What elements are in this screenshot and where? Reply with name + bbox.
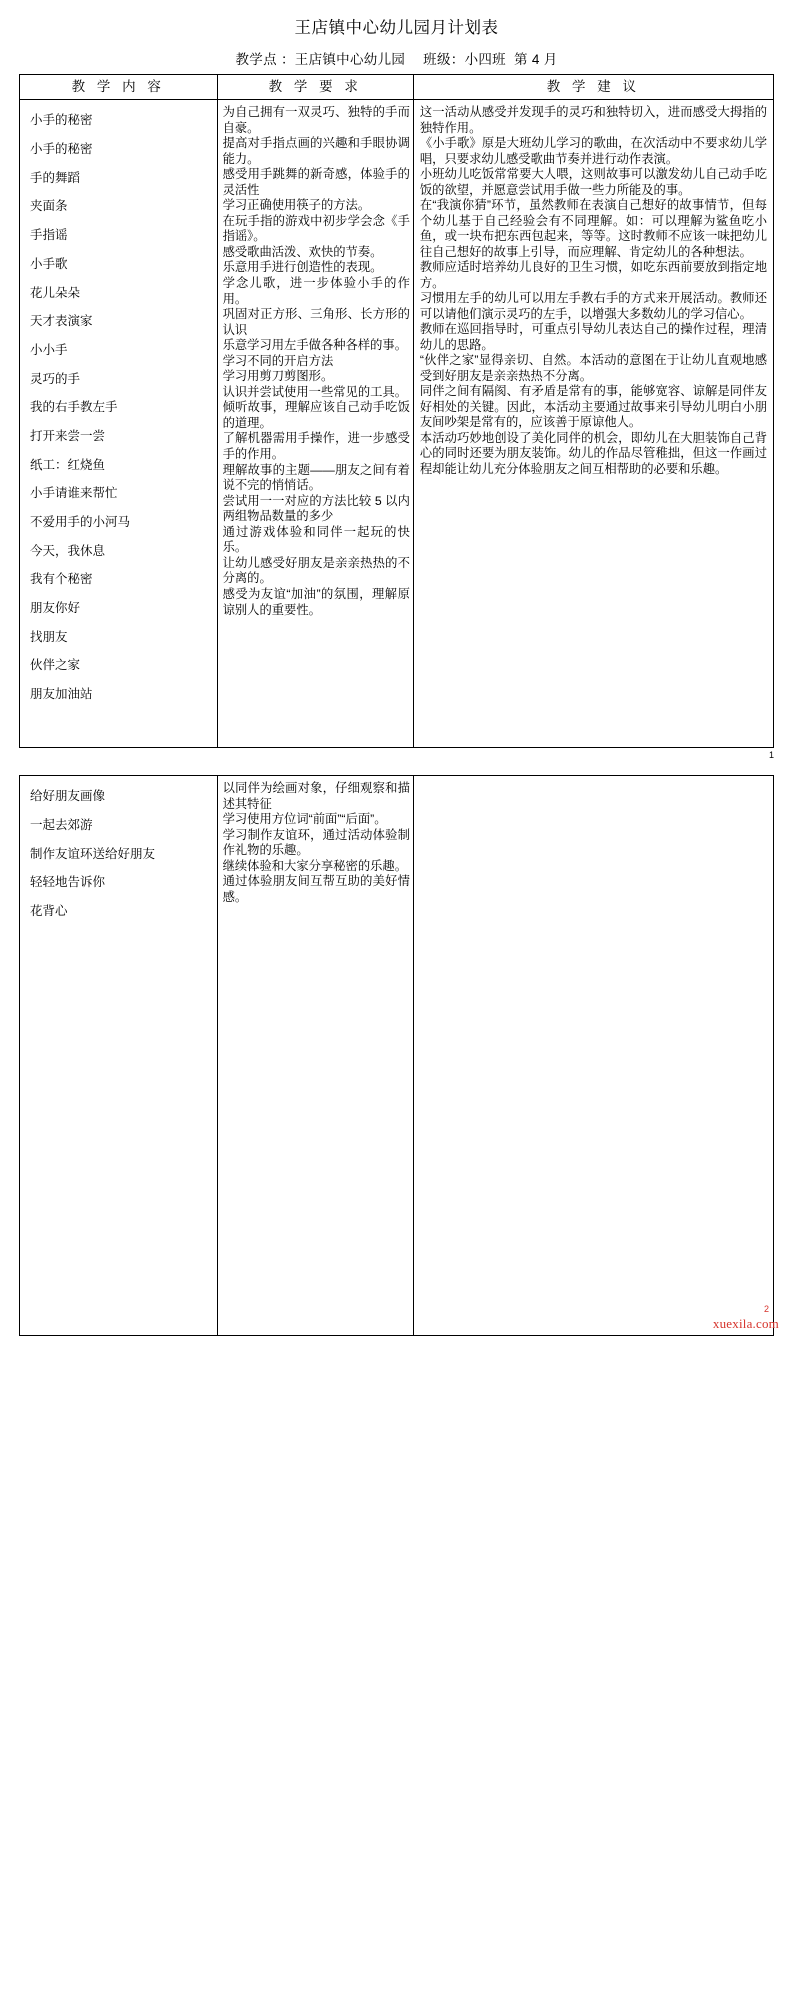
teaching-requirement-paragraph: 学习制作友谊环，通过活动体验制作礼物的乐趣。 [222, 827, 410, 858]
teaching-requirements-text [218, 776, 413, 910]
teaching-content-item: 天才表演家 [30, 314, 93, 329]
teaching-requirement-paragraph: 尝试用一一对应的方法比较 5 以内两组物品数量的多少 [222, 493, 410, 524]
page-number-1: 1 [768, 750, 774, 760]
cell-teaching-requirements-1 [217, 100, 413, 748]
teaching-requirement-paragraph: 学习用剪刀剪图形。 [222, 369, 334, 384]
teaching-content-item: 小手请谁来帮忙 [30, 486, 118, 501]
teaching-suggestion-paragraph: 本活动巧妙地创设了美化同伴的机会，即幼儿在大胆装饰自己背心的同时还要为朋友装饰。幼儿的作品尽管稚拙，但这一作画过程却能让幼儿充分体验朋友之间互相帮助的必要和乐趣。 [419, 430, 767, 476]
teaching-content-item: 夹面条 [30, 199, 68, 214]
column-header-teaching-suggestions: 教 学 建 议 [413, 75, 773, 100]
teaching-content-item: 灵巧的手 [30, 371, 81, 386]
teaching-requirement-paragraph: 了解机器需用手操作，进一步感受手的作用。 [222, 431, 410, 462]
teaching-content-item: 手指谣 [30, 228, 68, 243]
cell-teaching-requirements-2 [217, 776, 413, 1336]
teaching-content-item: 花背心 [30, 904, 68, 919]
cell-teaching-suggestions-2 [413, 776, 773, 1336]
teaching-requirement-paragraph: 倾听故事，理解应该自己动手吃饭的道理。 [222, 400, 410, 430]
teaching-content-item: 找朋友 [30, 629, 68, 644]
teaching-suggestion-paragraph: 教师应适时培养幼儿良好的卫生习惯，如吃东西前要放到指定地方。 [419, 260, 767, 290]
teaching-suggestion-paragraph: 《小手歌》原是大班幼儿学习的歌曲，在次活动中不要求幼儿学唱，只要求幼儿感受歌曲节奏并进行动作表演。 [419, 136, 767, 166]
site-watermark: xuexila.com [712, 1316, 779, 1331]
table-row [20, 100, 774, 748]
teaching-content-item: 花儿朵朵 [30, 285, 81, 300]
teaching-content-item: 小手的秘密 [30, 113, 93, 128]
teaching-content-item: 小小手 [30, 342, 68, 357]
teaching-requirement-paragraph: 感受用手跳舞的新奇感，体验手的灵活性 [222, 167, 410, 197]
column-header-teaching-content: 教 学 内 容 [20, 75, 218, 100]
teaching-requirement-paragraph: 以同伴为绘画对象，仔细观察和描述其特征 [222, 781, 410, 811]
teaching-content-item: 一起去郊游 [30, 818, 93, 833]
teaching-requirement-paragraph: 巩固对正方形、三角形、长方形的认识 [222, 307, 410, 337]
teaching-suggestions-text [414, 776, 773, 786]
monthly-plan-table-section-2 [19, 775, 774, 1336]
teaching-content-item: 小手歌 [30, 256, 68, 271]
teaching-requirement-paragraph: 乐意学习用左手做各种各样的事。 [222, 338, 408, 353]
teaching-suggestions-text [414, 100, 773, 482]
teaching-suggestion-paragraph: 这一活动从感受并发现手的灵巧和独特切入，进而感受大拇指的独特作用。 [419, 105, 767, 135]
teaching-requirement-paragraph: 学习使用方位词“前面”“后面”。 [222, 812, 387, 827]
teaching-content-item: 我的右手教左手 [30, 400, 118, 415]
teaching-requirement-paragraph: 感受为友谊“加油”的氛围，理解原谅别人的重要性。 [222, 586, 410, 617]
teaching-requirement-paragraph: 继续体验和大家分享秘密的乐趣。 [222, 858, 408, 873]
teaching-content-item: 手的舞蹈 [30, 170, 81, 185]
teaching-content-item: 我有个秘密 [30, 572, 93, 587]
cell-teaching-suggestions-1 [413, 100, 773, 748]
teaching-requirement-paragraph: 感受歌曲活泼、欢快的节奏。 [222, 244, 383, 259]
teaching-requirement-paragraph: 理解故事的主题——朋友之间有着说不完的悄悄话。 [222, 462, 410, 493]
table-row [20, 776, 774, 1336]
teaching-content-list [20, 100, 217, 714]
teaching-suggestion-paragraph: 小班幼儿吃饭常常要大人喂，这则故事可以激发幼儿自己动手吃饭的欲望，并愿意尝试用手做一些力所能及的事。 [419, 167, 767, 197]
teaching-requirement-paragraph: 在玩手指的游戏中初步学会念《手指谣》。 [222, 213, 410, 244]
teaching-suggestion-paragraph: 同伴之间有隔阂、有矛盾是常有的事，能够宽容、谅解是同伴友好相处的关键。因此，本活动主要通过故事来引导幼儿明白小朋友间吵架是常有的，应该善于原谅他人。 [419, 384, 767, 429]
teaching-content-item: 今天，我休息 [30, 543, 106, 558]
teaching-content-item: 打开来尝一尝 [30, 428, 106, 443]
cell-teaching-content-1 [20, 100, 218, 748]
teaching-content-item: 小手的秘密 [30, 142, 93, 157]
teaching-requirement-paragraph: 为自己拥有一双灵巧、独特的手而自豪。 [222, 105, 410, 135]
teaching-requirement-paragraph: 认识并尝试使用一些常见的工具。 [222, 384, 408, 399]
class-value: 小四班 [464, 52, 506, 67]
page-number-2: 2 [763, 1304, 769, 1314]
teaching-site-value: 王店镇中心幼儿园 [294, 52, 406, 67]
teaching-requirement-paragraph: 通过体验朋友间互帮互助的美好情感。 [222, 874, 410, 904]
teaching-requirement-paragraph: 学念儿歌，进一步体验小手的作用。 [222, 276, 410, 306]
page-title: 王店镇中心幼儿园月计划表 [294, 19, 499, 37]
teaching-requirement-paragraph: 乐意用手进行创造性的表现。 [222, 260, 383, 275]
teaching-content-item: 不爱用手的小河马 [30, 515, 131, 530]
month-label: 第 4 月 [513, 52, 558, 67]
column-header-teaching-requirements: 教 学 要 求 [217, 75, 413, 100]
monthly-plan-table-section-1 [19, 74, 774, 748]
teaching-suggestion-paragraph: 教师在巡回指导时，可重点引导幼儿表达自己的操作过程，理清幼儿的思路。 [419, 322, 767, 352]
cell-teaching-content-2 [20, 776, 218, 1336]
teaching-requirement-paragraph: 让幼儿感受好朋友是亲亲热热的不分离的。 [222, 555, 410, 586]
teaching-content-list [20, 776, 217, 931]
teaching-content-item: 纸工：红烧鱼 [30, 457, 106, 472]
teaching-content-item: 伙伴之家 [30, 658, 81, 673]
teaching-content-item: 给好朋友画像 [30, 789, 106, 804]
teaching-requirement-paragraph: 学习不同的开启方法 [222, 353, 334, 368]
teaching-suggestion-paragraph: “伙伴之家”显得亲切、自然。本活动的意图在于让幼儿直观地感受到好朋友是亲亲热热不分离。 [419, 353, 767, 383]
teaching-content-item: 制作友谊环送给好朋友 [30, 846, 156, 861]
document-subtitle [0, 40, 793, 74]
teaching-requirement-paragraph: 学习正确使用筷子的方法。 [222, 198, 371, 213]
teaching-requirement-paragraph: 提高对手指点画的兴趣和手眼协调能力。 [222, 136, 410, 166]
table-header-row [20, 75, 774, 100]
teaching-content-item: 朋友你好 [30, 601, 81, 616]
teaching-site-label: 教学点 ： [235, 52, 295, 67]
teaching-suggestion-paragraph: 在“我演你猜”环节，虽然教师在表演自己想好的故事情节，但每个幼儿基于自己经验会有不同理解。如：可以理解为鲨鱼吃小鱼，或一块布把东西包起来，等等。这时教师不应该一味把幼儿往自己想好的故事上引导，而应理解、肯定幼儿的各种想法。 [419, 198, 767, 259]
teaching-content-item: 轻轻地告诉你 [30, 875, 106, 890]
teaching-suggestion-paragraph: 习惯用左手的幼儿可以用左手教右手的方式来开展活动。教师还可以请他们演示灵巧的左手，以增强大多数幼儿的学习信心。 [419, 291, 767, 321]
teaching-requirement-paragraph: 通过游戏体验和同伴一起玩的快乐。 [222, 524, 410, 555]
teaching-requirements-text [218, 100, 413, 623]
teaching-content-item: 朋友加油站 [30, 687, 93, 702]
class-label: 班级： [423, 52, 465, 67]
